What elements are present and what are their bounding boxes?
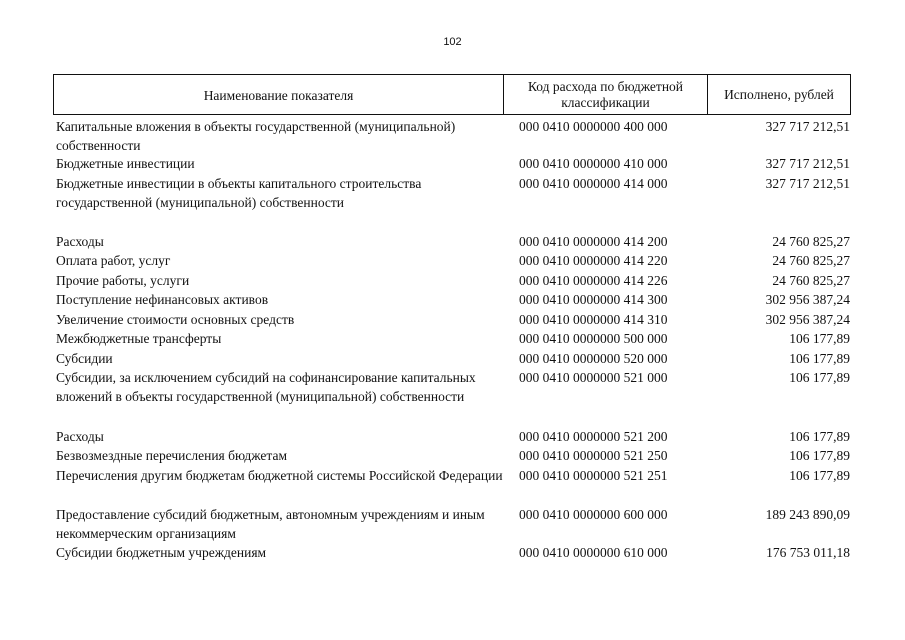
row-code: 000 0410 0000000 414 000: [519, 176, 668, 191]
row-code: 000 0410 0000000 520 000: [519, 351, 668, 366]
row-name: Межбюджетные трансферты: [56, 331, 222, 346]
row-amount: 327 717 212,51: [765, 119, 850, 134]
row-code: 000 0410 0000000 500 000: [519, 331, 668, 346]
page-number: 102: [443, 36, 462, 48]
row-code: 000 0410 0000000 414 226: [519, 273, 668, 288]
row-code: 000 0410 0000000 521 200: [519, 429, 668, 444]
row-amount: 106 177,89: [789, 351, 850, 366]
row-name: Расходы: [56, 429, 104, 444]
column-header-code: Код расхода по бюджетной классификации: [504, 75, 708, 114]
row-amount: 24 760 825,27: [772, 253, 850, 268]
row-code: 000 0410 0000000 414 200: [519, 234, 668, 249]
row-code: 000 0410 0000000 610 000: [519, 545, 668, 560]
row-amount: 302 956 387,24: [765, 312, 850, 327]
row-amount: 106 177,89: [789, 468, 850, 483]
row-amount: 189 243 890,09: [765, 507, 850, 522]
row-name: Бюджетные инвестиции: [56, 156, 195, 171]
row-amount: 327 717 212,51: [765, 156, 850, 171]
row-amount: 106 177,89: [789, 448, 850, 463]
row-amount: 24 760 825,27: [772, 273, 850, 288]
row-name: Перечисления другим бюджетам бюджетной системы Российской Федерации: [56, 468, 503, 483]
row-name: Бюджетные инвестиции в объекты капитального строительства государственной (муниципальной) собственности: [56, 176, 422, 210]
row-code: 000 0410 0000000 414 300: [519, 292, 668, 307]
row-name: Поступление нефинансовых активов: [56, 292, 269, 307]
row-amount: 176 753 011,18: [766, 545, 850, 560]
row-code: 000 0410 0000000 521 250: [519, 448, 668, 463]
column-header-name: Наименование показателя: [54, 75, 504, 114]
row-amount: 106 177,89: [789, 429, 850, 444]
row-amount: 106 177,89: [789, 370, 850, 385]
row-code: 000 0410 0000000 521 000: [519, 370, 668, 385]
row-name: Капитальные вложения в объекты государственной (муниципальной) собственности: [56, 119, 456, 153]
row-name: Безвозмездные перечисления бюджетам: [56, 448, 288, 463]
row-name: Субсидии, за исключением субсидий на софинансирование капитальных вложений в объекты государственной (муниципальной) собственности: [56, 370, 476, 404]
row-name: Оплата работ, услуг: [56, 253, 171, 268]
row-code: 000 0410 0000000 414 310: [519, 312, 668, 327]
row-code: 000 0410 0000000 521 251: [519, 468, 668, 483]
row-name: Субсидии бюджетным учреждениям: [56, 545, 267, 560]
row-amount: 24 760 825,27: [772, 234, 850, 249]
row-amount: 106 177,89: [789, 331, 850, 346]
row-name: Увеличение стоимости основных средств: [56, 312, 295, 327]
row-code: 000 0410 0000000 600 000: [519, 507, 668, 522]
column-header-amount: Исполнено, рублей: [724, 86, 834, 102]
row-name: Субсидии: [56, 351, 113, 366]
row-code: 000 0410 0000000 400 000: [519, 119, 668, 134]
row-code: 000 0410 0000000 410 000: [519, 156, 668, 171]
row-name: Расходы: [56, 234, 104, 249]
row-name: Прочие работы, услуги: [56, 273, 190, 288]
row-amount: 302 956 387,24: [765, 292, 850, 307]
row-name: Предоставление субсидий бюджетным, автономным учреждениям и иным некоммерческим организациям: [56, 507, 485, 541]
row-amount: 327 717 212,51: [765, 176, 850, 191]
row-code: 000 0410 0000000 414 220: [519, 253, 668, 268]
